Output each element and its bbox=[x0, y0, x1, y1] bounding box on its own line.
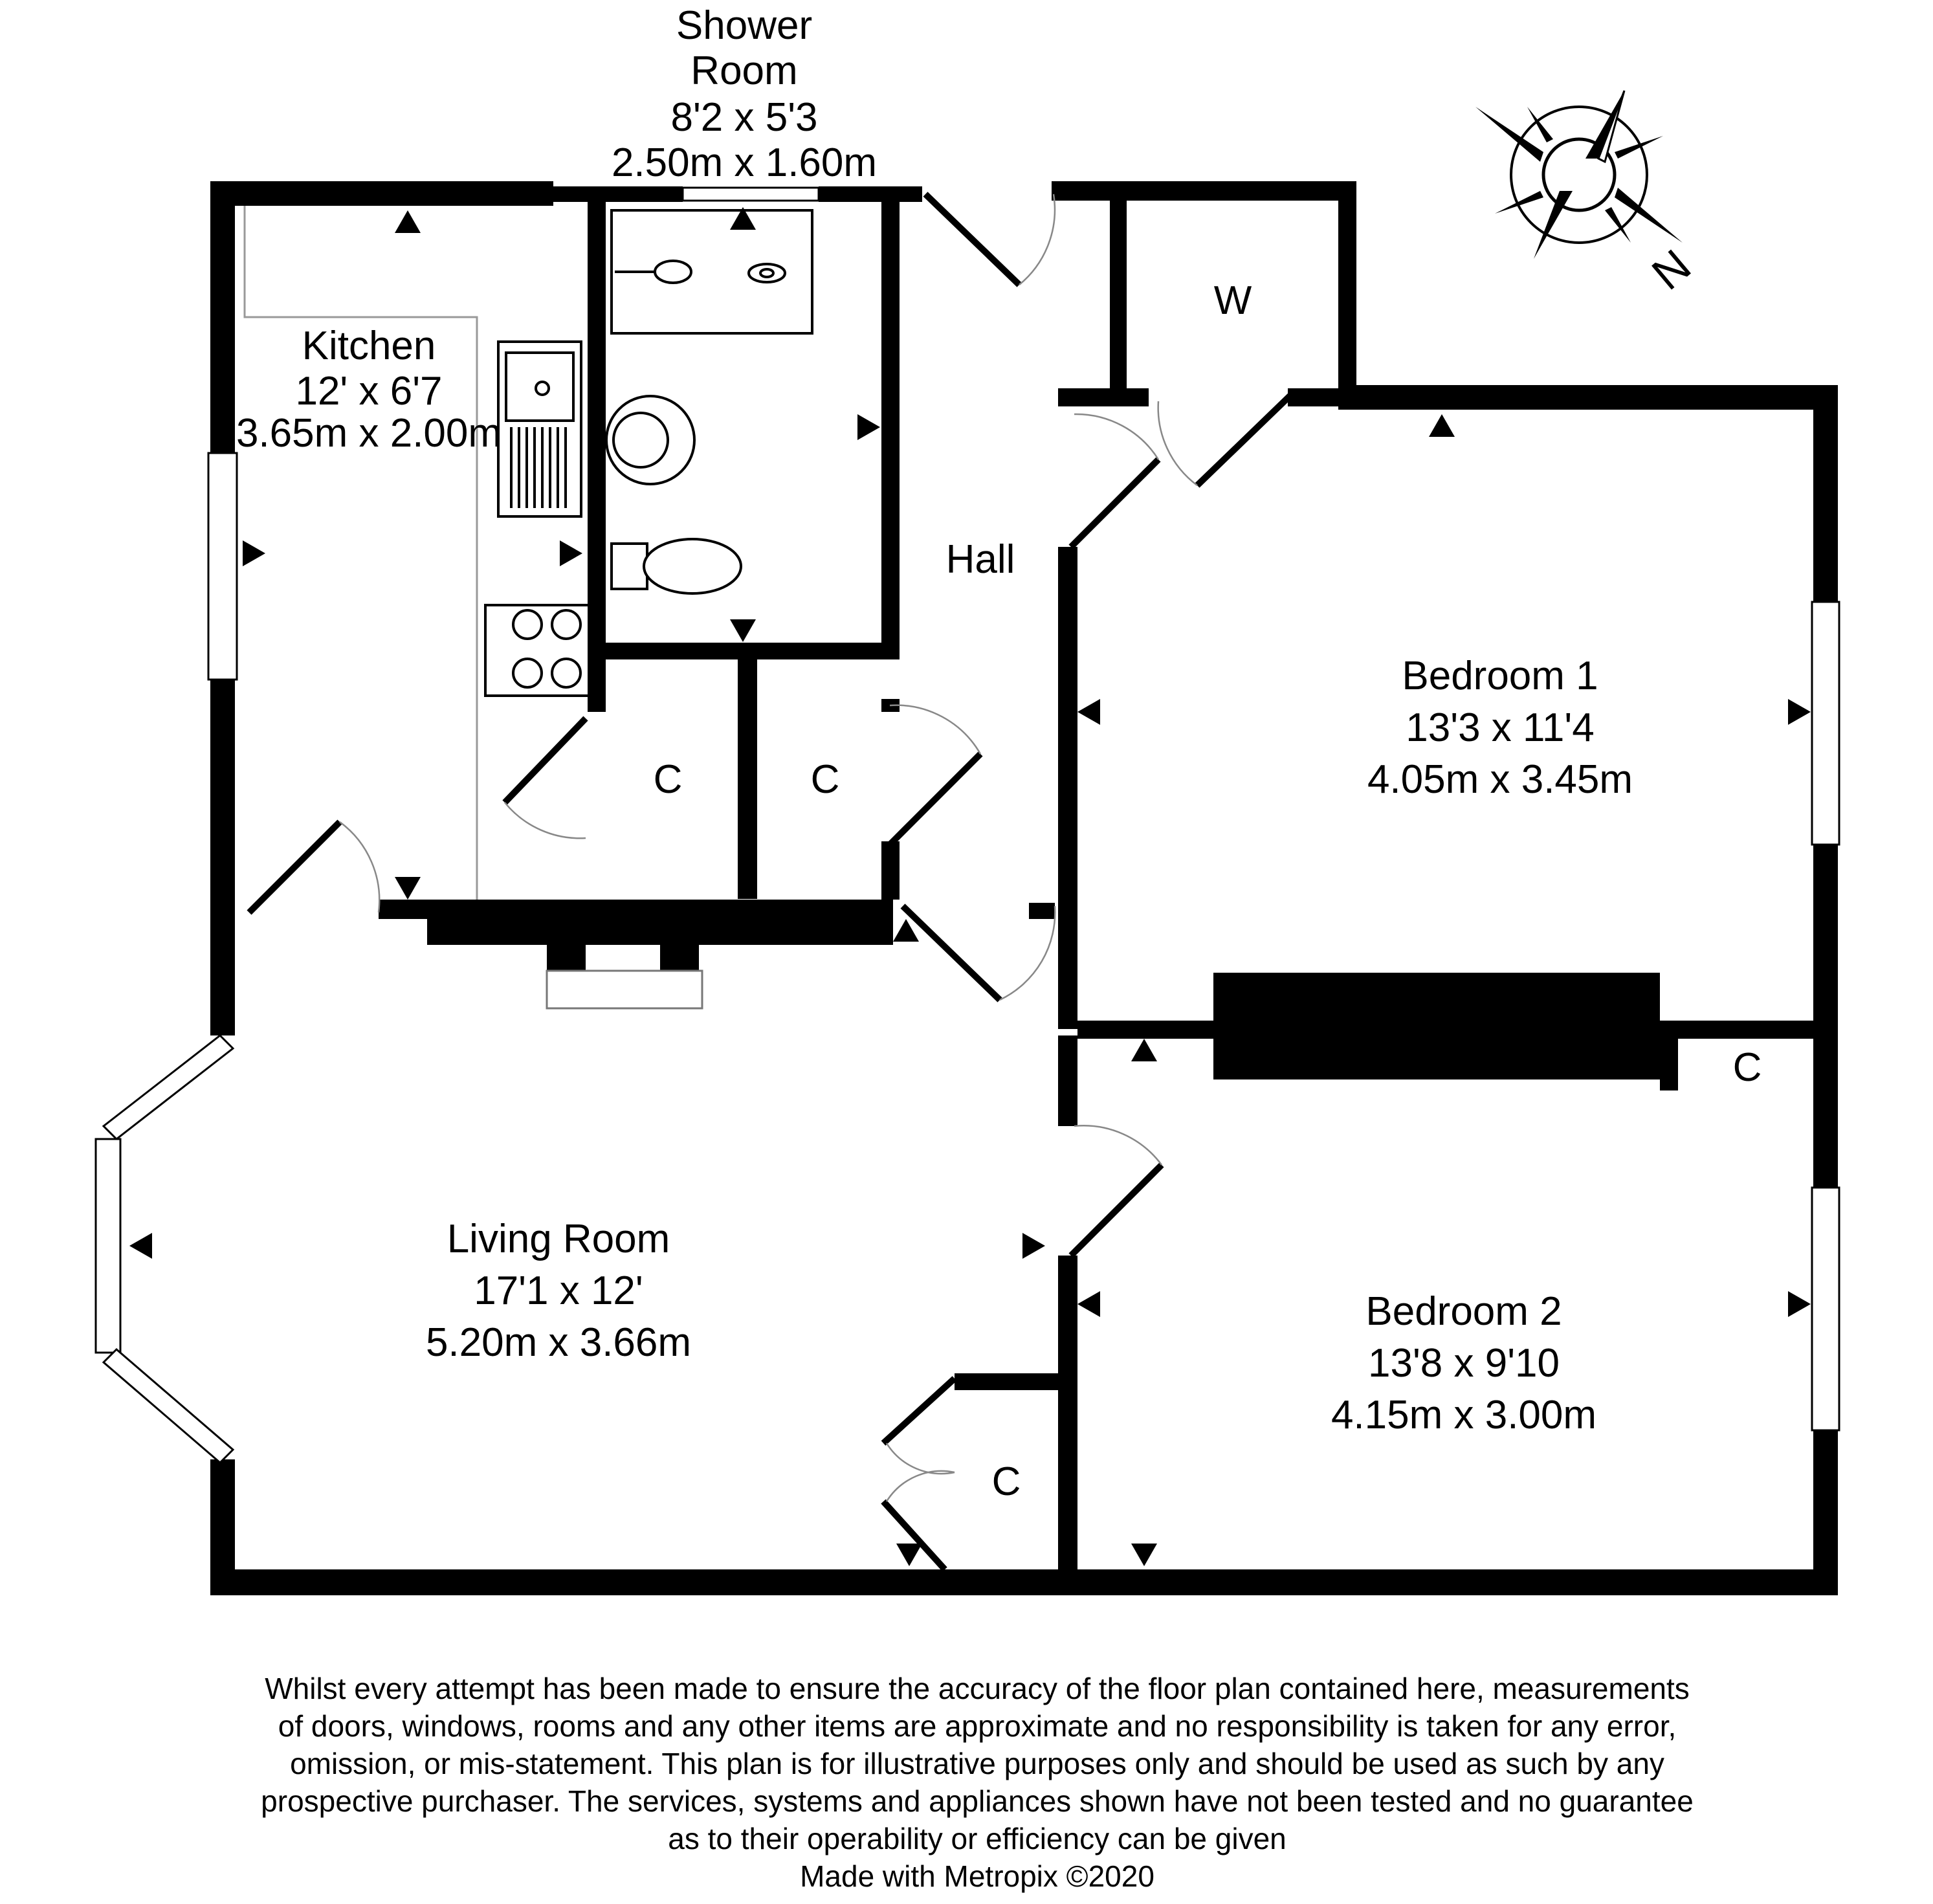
shower-window bbox=[683, 188, 819, 201]
living-room-name: Living Room bbox=[447, 1217, 670, 1261]
bedroom2-name: Bedroom 2 bbox=[1365, 1289, 1562, 1334]
disclaimer-line-4: prospective purchaser. The services, systems and appliances shown have not been tested and no guarantee bbox=[261, 1784, 1694, 1818]
disclaimer-line-2: of doors, windows, rooms and any other items are approximate and no responsibility is taken for any error, bbox=[278, 1709, 1677, 1743]
bedroom1-imperial: 13'3 x 11'4 bbox=[1406, 705, 1595, 750]
cupboard-label-4: C bbox=[991, 1459, 1021, 1504]
compass-north-label: N bbox=[1642, 239, 1701, 300]
disclaimer-line-5: as to their operability or efficiency can be given bbox=[668, 1822, 1287, 1855]
cupboard-label-1: C bbox=[653, 757, 683, 802]
disclaimer-line-3: omission, or mis-statement. This plan is for illustrative purposes only and should be used as such by any bbox=[290, 1747, 1664, 1780]
wardrobe-label: W bbox=[1213, 278, 1252, 323]
shower-room-metric: 2.50m x 1.60m bbox=[611, 140, 878, 185]
bedroom1-name: Bedroom 1 bbox=[1402, 654, 1598, 698]
kitchen-worktop bbox=[245, 206, 477, 900]
bay-window bbox=[96, 1035, 233, 1463]
hearth bbox=[547, 971, 702, 1008]
bedroom2-window bbox=[1812, 1188, 1839, 1430]
bedroom1-metric: 4.05m x 3.45m bbox=[1367, 757, 1633, 802]
walls bbox=[210, 181, 1838, 1595]
kitchen-name: Kitchen bbox=[302, 324, 436, 368]
bedroom2-imperial: 13'8 x 9'10 bbox=[1367, 1341, 1560, 1386]
compass-rose bbox=[1475, 91, 1683, 259]
bedroom1-window bbox=[1812, 602, 1839, 845]
kitchen-imperial: 12' x 6'7 bbox=[295, 369, 443, 414]
shower-room-imperial: 8'2 x 5'3 bbox=[670, 95, 818, 140]
room-labels bbox=[236, 3, 1762, 1504]
shower-room-name-line1: Shower bbox=[676, 3, 813, 48]
cupboard-label-3: C bbox=[1732, 1045, 1762, 1090]
shower-room-name-line2: Room bbox=[690, 49, 798, 93]
disclaimer bbox=[261, 1672, 1694, 1893]
cupboard-label-2: C bbox=[810, 757, 840, 802]
living-room-metric: 5.20m x 3.66m bbox=[425, 1320, 692, 1365]
kitchen-metric: 3.65m x 2.00m bbox=[236, 411, 502, 456]
living-room-imperial: 17'1 x 12' bbox=[474, 1268, 643, 1313]
disclaimer-line-1: Whilst every attempt has been made to ensure the accuracy of the floor plan contained here, measurements bbox=[265, 1672, 1690, 1705]
kitchen-window bbox=[208, 453, 237, 680]
fixtures bbox=[485, 210, 812, 696]
toilet bbox=[612, 544, 647, 589]
disclaimer-credit: Made with Metropix ©2020 bbox=[800, 1859, 1154, 1893]
hall-name: Hall bbox=[945, 537, 1015, 582]
bedroom2-metric: 4.15m x 3.00m bbox=[1331, 1393, 1597, 1437]
